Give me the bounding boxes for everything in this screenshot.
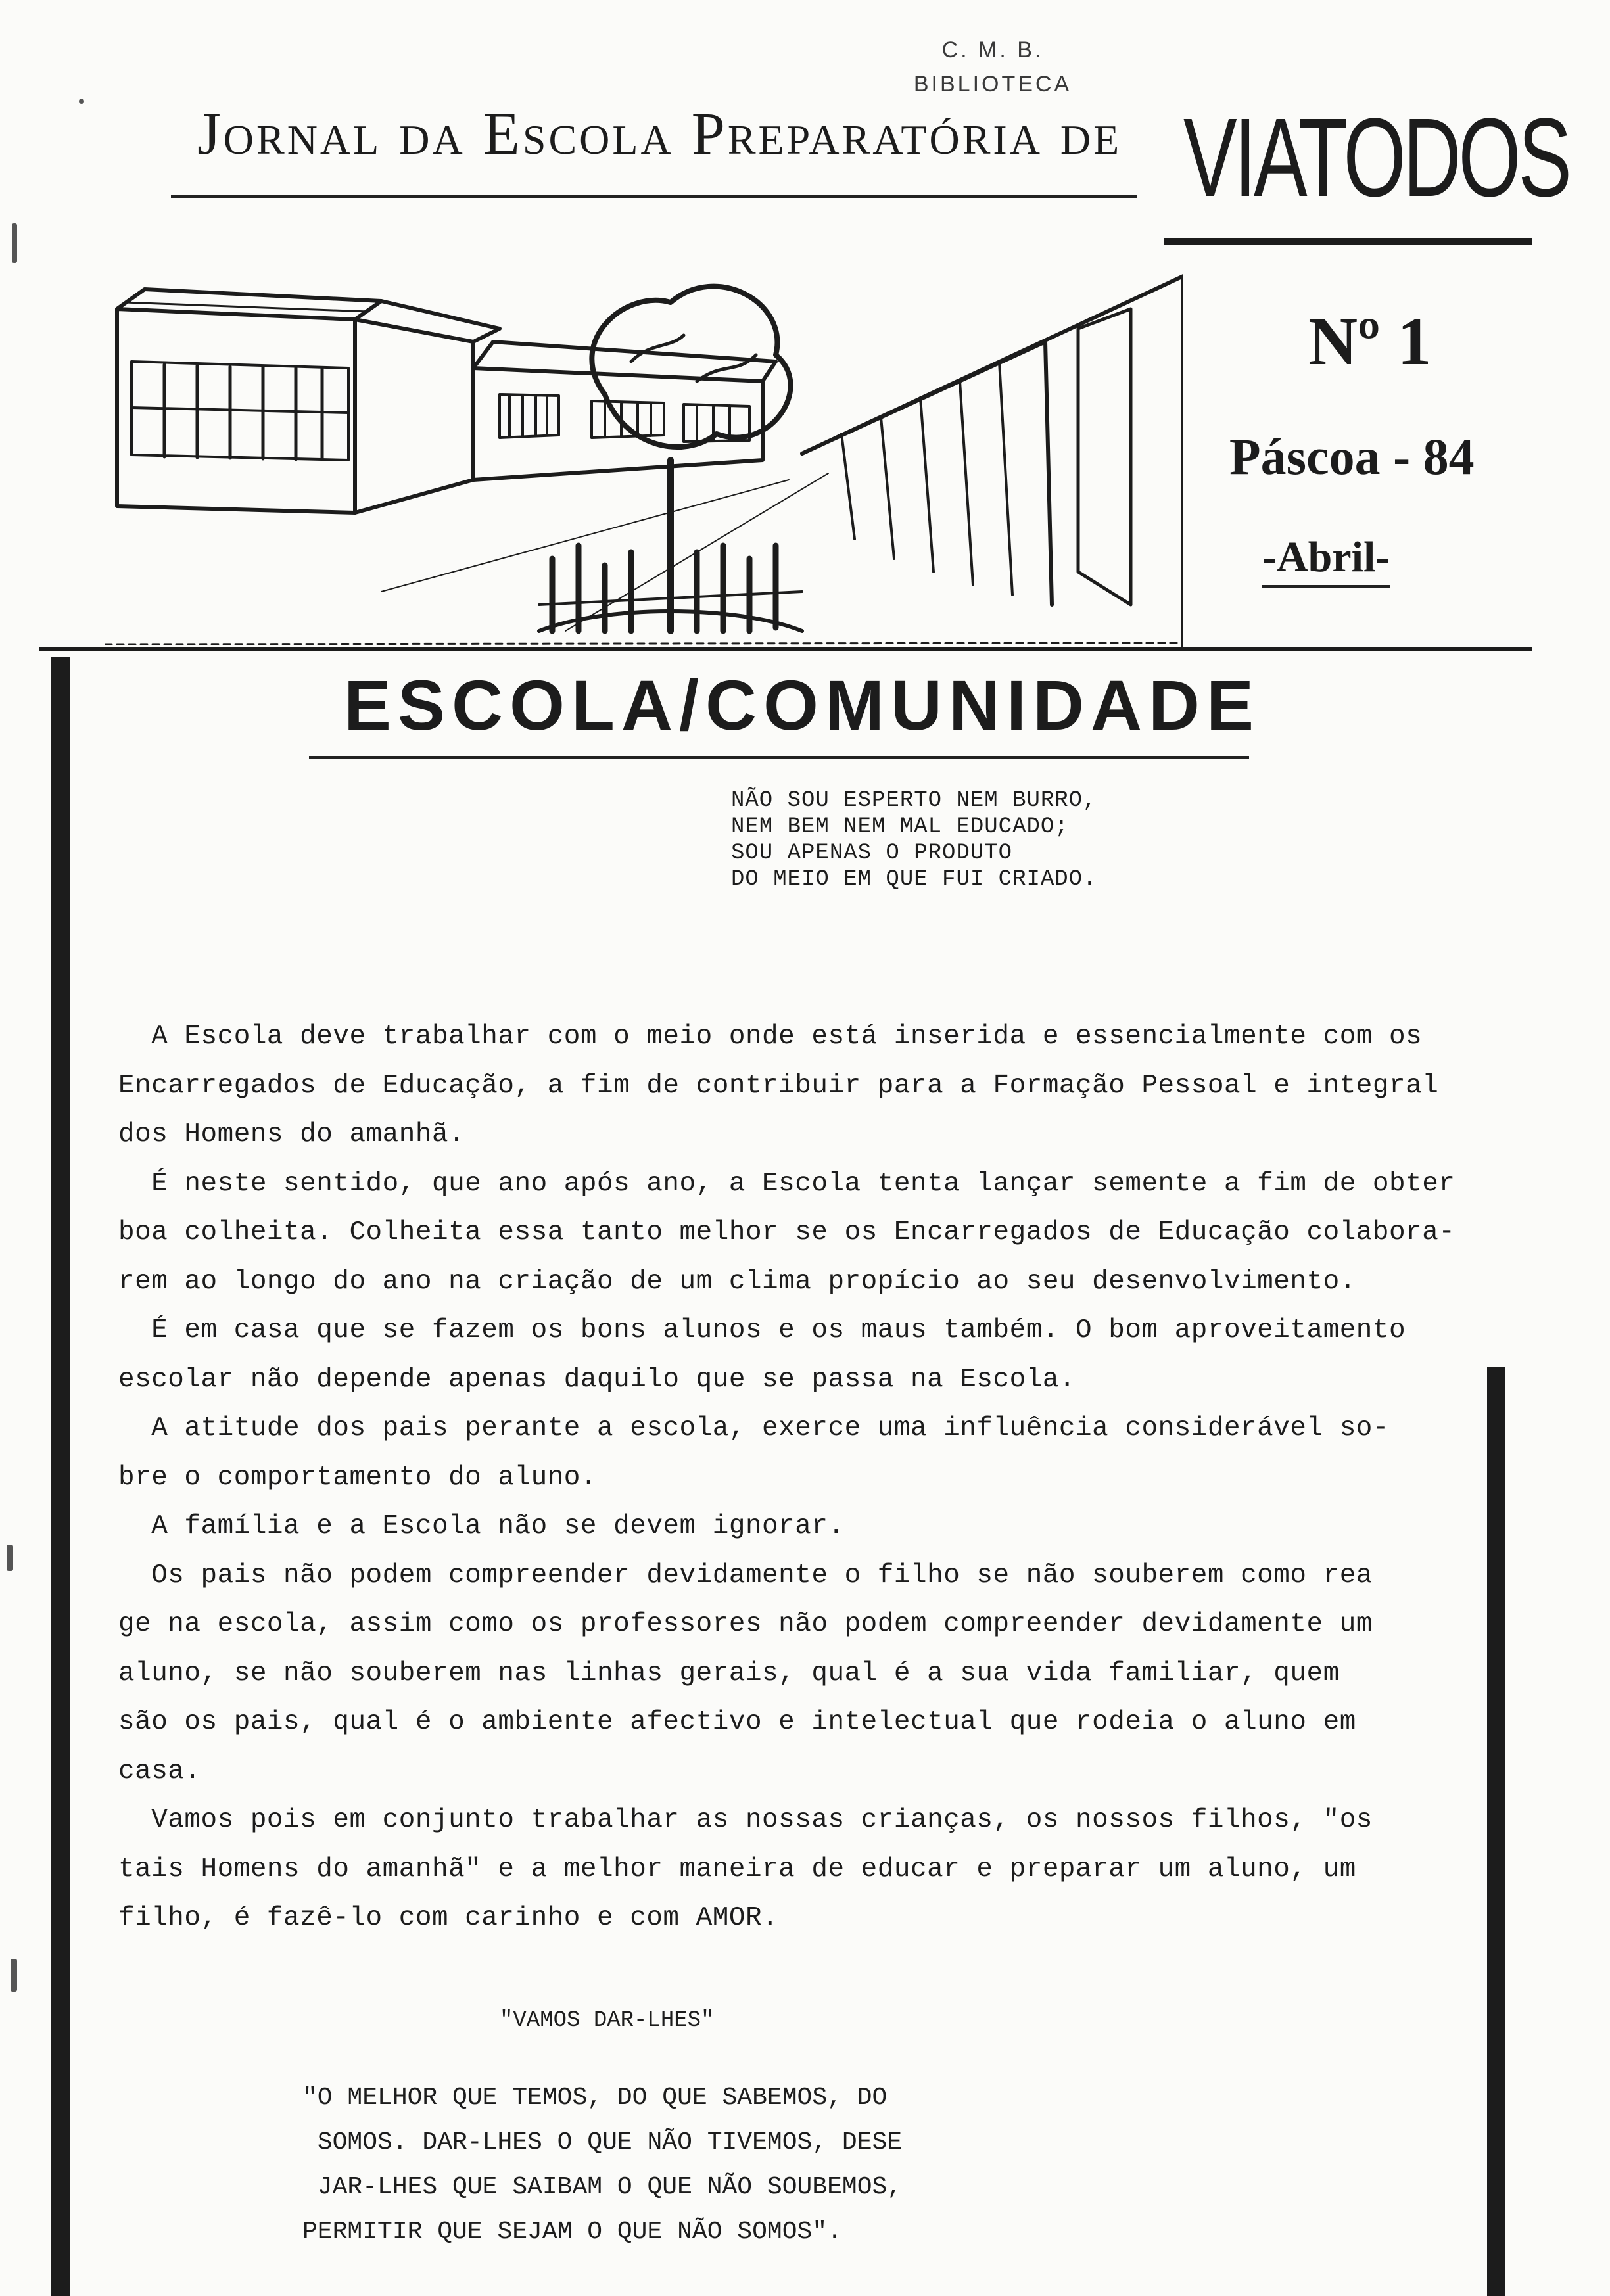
masthead-name-bar (1164, 238, 1532, 245)
epigraph (731, 787, 1097, 893)
masthead-school-name: VIATODOS (1183, 95, 1569, 220)
body-line: É neste sentido, que ano após ano, a Escola tenta lançar semente a fim de obter (118, 1168, 1456, 1199)
poem-line: PERMITIR QUE SEJAM O QUE NÃO SOMOS". (302, 2218, 842, 2246)
stamp-line-2: BIBLIOTECA (913, 72, 1072, 97)
masthead-title: Jornal da Escola Preparatória de (197, 100, 1122, 167)
library-stamp (841, 33, 1144, 101)
poem-line: SOMOS. DAR-LHES O QUE NÃO TIVEMOS, DESE (302, 2128, 903, 2157)
body-line: A Escola deve trabalhar com o meio onde está inserida e essencialmente com os (118, 1021, 1423, 1052)
section-title-underline (309, 756, 1249, 759)
masthead-underline (171, 195, 1137, 198)
body-line: boa colheita. Colheita essa tanto melhor se os Encarregados de Educação colabora- (118, 1217, 1456, 1248)
header-rule (39, 647, 1532, 651)
body-line: aluno, se não souberem nas linhas gerais, qual é a sua vida familiar, quem (118, 1658, 1340, 1689)
body-line: filho, é fazê-lo com carinho e com AMOR. (118, 1903, 779, 1933)
body-line: Os pais não podem compreender devidamente o filho se não souberem como rea (118, 1560, 1373, 1591)
body-line: Vamos pois em conjunto trabalhar as nossas crianças, os nossos filhos, "os (118, 1805, 1373, 1835)
epigraph-line: NEM BEM NEM MAL EDUCADO; (731, 814, 1069, 839)
scan-mark (7, 1545, 13, 1571)
body-line: são os pais, qual é o ambiente afectivo e intelectual que rodeia o aluno em (118, 1707, 1356, 1737)
epigraph-line: DO MEIO EM QUE FUI CRIADO. (731, 867, 1097, 892)
poem-title: "VAMOS DAR-LHES" (500, 2008, 715, 2033)
scan-mark (12, 223, 17, 263)
poem-line: JAR-LHES QUE SAIBAM O QUE NÃO SOUBEMOS, (302, 2173, 903, 2201)
scan-mark (79, 99, 84, 104)
stamp-line-1: C. M. B. (941, 37, 1044, 62)
body-line: escolar não depende apenas daquilo que se passa na Escola. (118, 1364, 1076, 1395)
body-line: ge na escola, assim como os professores não podem compreender devidamente um (118, 1609, 1373, 1639)
article-body (118, 1012, 1512, 1943)
body-line: Encarregados de Educação, a fim de contribuir para a Formação Pessoal e integral (118, 1070, 1439, 1101)
body-line: dos Homens do amanhã. (118, 1119, 465, 1150)
body-line: É em casa que se fazem os bons alunos e os maus também. O bom aproveitamento (118, 1315, 1406, 1346)
issue-number: Nº 1 (1308, 304, 1432, 379)
poem-line: "O MELHOR QUE TEMOS, DO QUE SABEMOS, DO (302, 2084, 888, 2112)
body-line: A atitude dos pais perante a escola, exerce uma influência considerável so- (118, 1413, 1390, 1443)
body-line: bre o comportamento do aluno. (118, 1462, 598, 1493)
left-page-border (51, 657, 70, 2296)
body-line: A família e a Escola não se devem ignorar. (118, 1511, 845, 1541)
issue-month: -Abril- (1262, 532, 1390, 588)
body-line: rem ao longo do ano na criação de um clima propício ao seu desenvolvimento. (118, 1266, 1356, 1297)
scan-mark (11, 1959, 17, 1992)
body-line: casa. (118, 1756, 201, 1787)
poem (302, 2076, 902, 2255)
epigraph-line: NÃO SOU ESPERTO NEM BURRO, (731, 788, 1097, 813)
epigraph-line: SOU APENAS O PRODUTO (731, 841, 1013, 866)
body-line: tais Homens do amanhã" e a melhor maneira de educar e preparar um aluno, um (118, 1854, 1356, 1885)
section-title: ESCOLA/COMUNIDADE (343, 665, 1261, 745)
issue-season: Páscoa - 84 (1229, 428, 1475, 485)
school-illustration (105, 263, 1183, 651)
